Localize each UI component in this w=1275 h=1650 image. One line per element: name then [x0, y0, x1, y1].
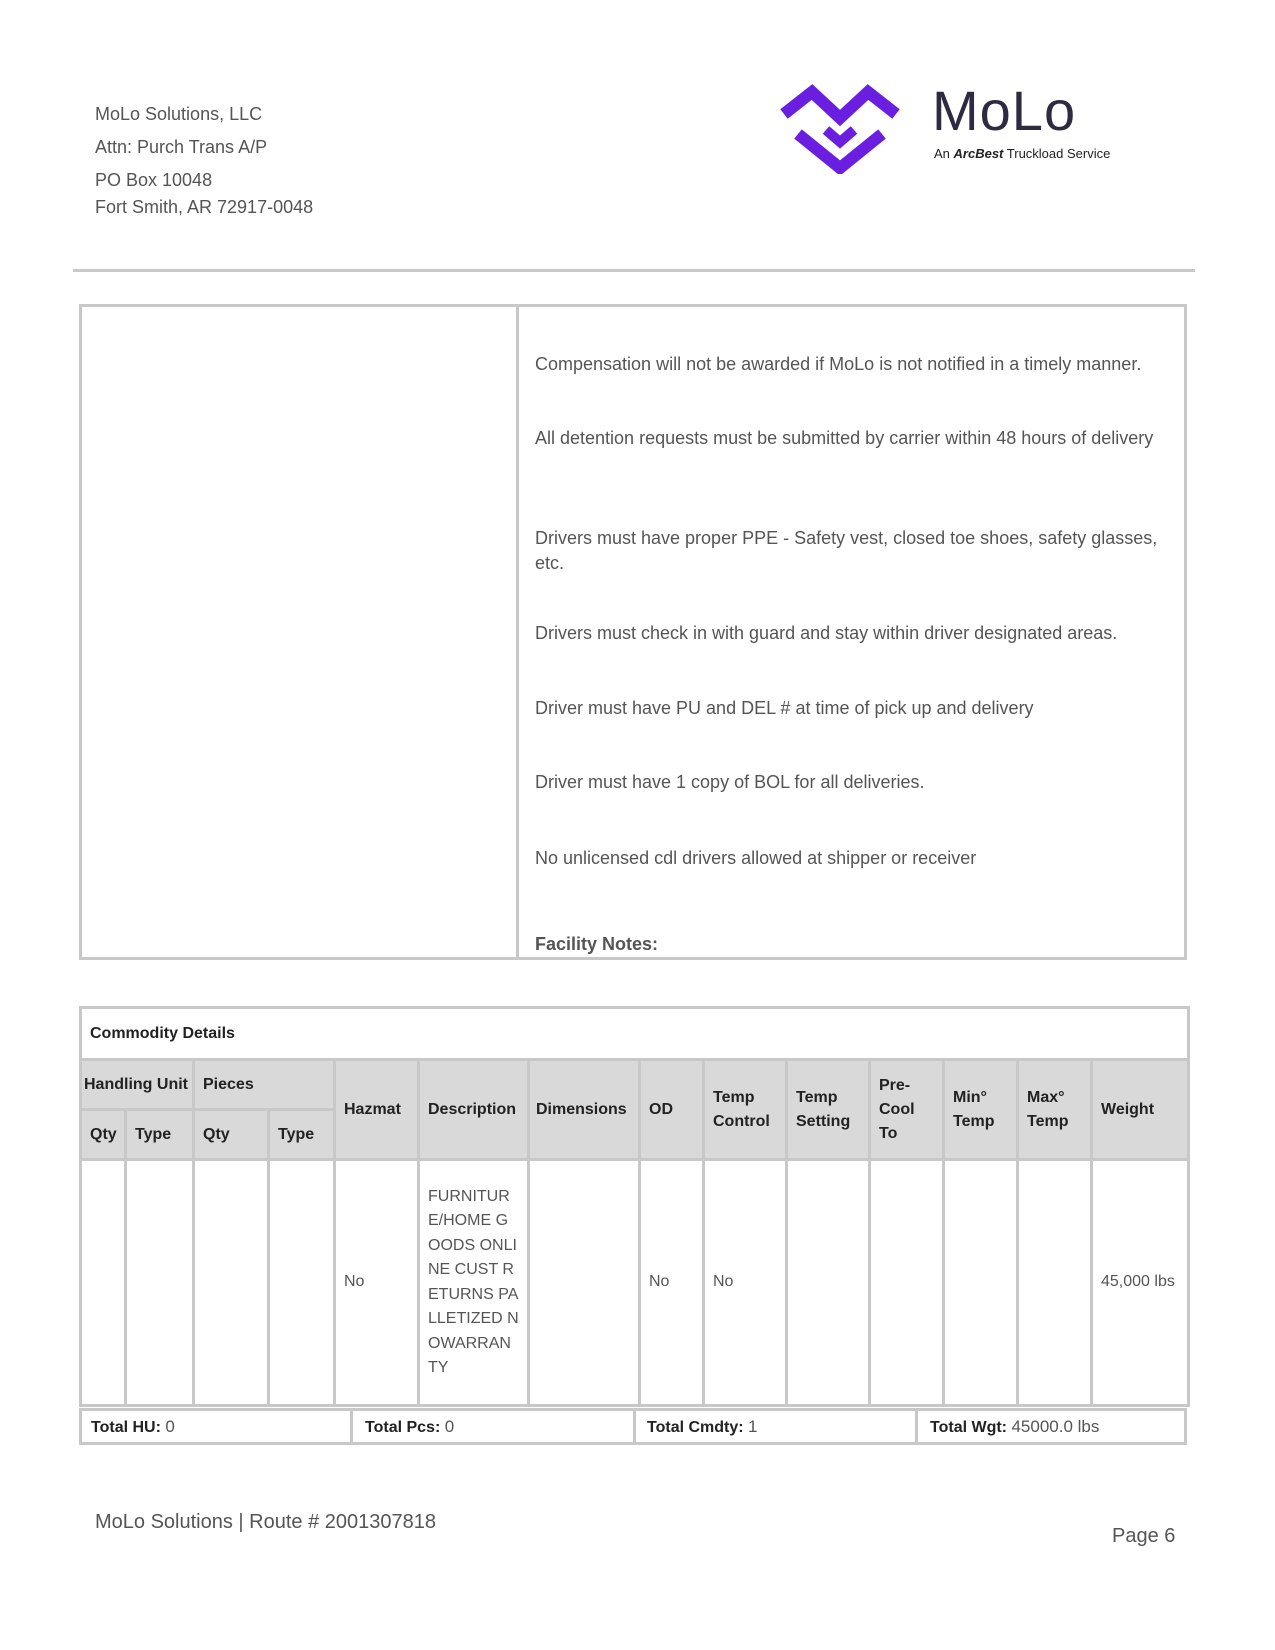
address-line-city: Fort Smith, AR 72917-0048 [95, 197, 314, 217]
totals-divider [350, 1411, 353, 1442]
header-weight: Weight [1092, 1060, 1189, 1160]
cell-temp-setting [787, 1160, 870, 1406]
tagline-brand: ArcBest [953, 146, 1004, 161]
total-cmdty-label: Total Cmdty: [647, 1419, 744, 1436]
total-hu [91, 1411, 175, 1442]
header-pcs-qty: Qty [194, 1110, 269, 1160]
molo-logo [774, 79, 1154, 176]
header-od: OD [640, 1060, 704, 1160]
cell-pre-cool-to [870, 1160, 944, 1406]
note-item: No unlicensed cdl drivers allowed at shipper or receiver [535, 848, 977, 868]
totals-divider [915, 1411, 918, 1442]
note-item: Driver must have 1 copy of BOL for all deliveries. [535, 772, 925, 792]
total-hu-label: Total HU: [91, 1419, 161, 1436]
cell-hu-qty [81, 1160, 126, 1406]
logo-tagline [934, 146, 1110, 161]
cell-min-temp [944, 1160, 1018, 1406]
header-hu-qty: Qty [81, 1110, 126, 1160]
header-pieces: Pieces [194, 1060, 335, 1110]
total-pcs-label: Total Pcs: [365, 1419, 441, 1436]
note-item: All detention requests must be submitted by carrier within 48 hours of delivery [535, 428, 1154, 448]
cell-hu-type [126, 1160, 194, 1406]
commodity-details-table [79, 1006, 1190, 1407]
cell-od: No [640, 1160, 704, 1406]
footer-route: MoLo Solutions | Route # 2001307818 [95, 1511, 437, 1533]
page-number: Page 6 [1112, 1525, 1176, 1547]
total-wgt [930, 1411, 1099, 1442]
cell-pcs-qty [194, 1160, 269, 1406]
total-cmdty-value: 1 [748, 1417, 758, 1436]
molo-chevron-mark-icon [774, 84, 906, 174]
cell-dimensions [529, 1160, 640, 1406]
facility-notes-label: Facility Notes: [535, 934, 659, 954]
header-dimensions: Dimensions [529, 1060, 640, 1160]
total-wgt-label: Total Wgt: [930, 1419, 1008, 1436]
note-item: Driver must have PU and DEL # at time of pick up and delivery [535, 698, 1034, 718]
tagline-prefix: An [934, 146, 950, 161]
address-line-pobox: PO Box 10048 [95, 170, 213, 190]
table-row [81, 1160, 1189, 1406]
header-pre-cool-to: Pre-Cool To [870, 1060, 944, 1160]
cell-pcs-type [269, 1160, 335, 1406]
cell-weight: 45,000 lbs [1092, 1160, 1189, 1406]
cell-max-temp [1018, 1160, 1092, 1406]
header-divider [73, 269, 1195, 272]
molo-wordmark: MoLo [932, 79, 1077, 142]
total-pcs-value: 0 [444, 1417, 455, 1436]
header-pcs-type: Type [269, 1110, 335, 1160]
address-line-company: MoLo Solutions, LLC [95, 104, 263, 124]
commodity-totals-bar [79, 1408, 1187, 1445]
address-line-attn: Attn: Purch Trans A/P [95, 137, 268, 157]
tagline-suffix: Truckload Service [1006, 146, 1111, 161]
notes-column-divider [516, 307, 519, 957]
header-description: Description [419, 1060, 529, 1160]
cell-temp-control: No [704, 1160, 787, 1406]
totals-divider [633, 1411, 636, 1442]
total-cmdty [647, 1411, 758, 1442]
note-item: Drivers must have proper PPE - Safety vest, closed toe shoes, safety glasses, etc. [535, 528, 1158, 573]
notes-panel [79, 304, 1187, 960]
header-handling-unit: Handling Unit [81, 1060, 194, 1110]
cell-hazmat: No [335, 1160, 419, 1406]
header-temp-setting: Temp Setting [787, 1060, 870, 1160]
total-pcs [365, 1411, 454, 1442]
header-hu-type: Type [126, 1110, 194, 1160]
cell-description: FURNITURE/HOME GOODS ONLINE CUST RETURNS PALLETIZED NOWARRANTY [419, 1160, 529, 1406]
note-item: Compensation will not be awarded if MoLo is not notified in a timely manner. [535, 354, 1142, 374]
note-item: Drivers must check in with guard and stay within driver designated areas. [535, 623, 1118, 643]
commodity-details-title: Commodity Details [81, 1008, 1189, 1060]
total-hu-value: 0 [165, 1417, 175, 1436]
header-hazmat: Hazmat [335, 1060, 419, 1160]
header-temp-control: Temp Control [704, 1060, 787, 1160]
total-wgt-value: 45000.0 lbs [1011, 1417, 1100, 1436]
header-max-temp: Max° Temp [1018, 1060, 1092, 1160]
header-min-temp: Min° Temp [944, 1060, 1018, 1160]
